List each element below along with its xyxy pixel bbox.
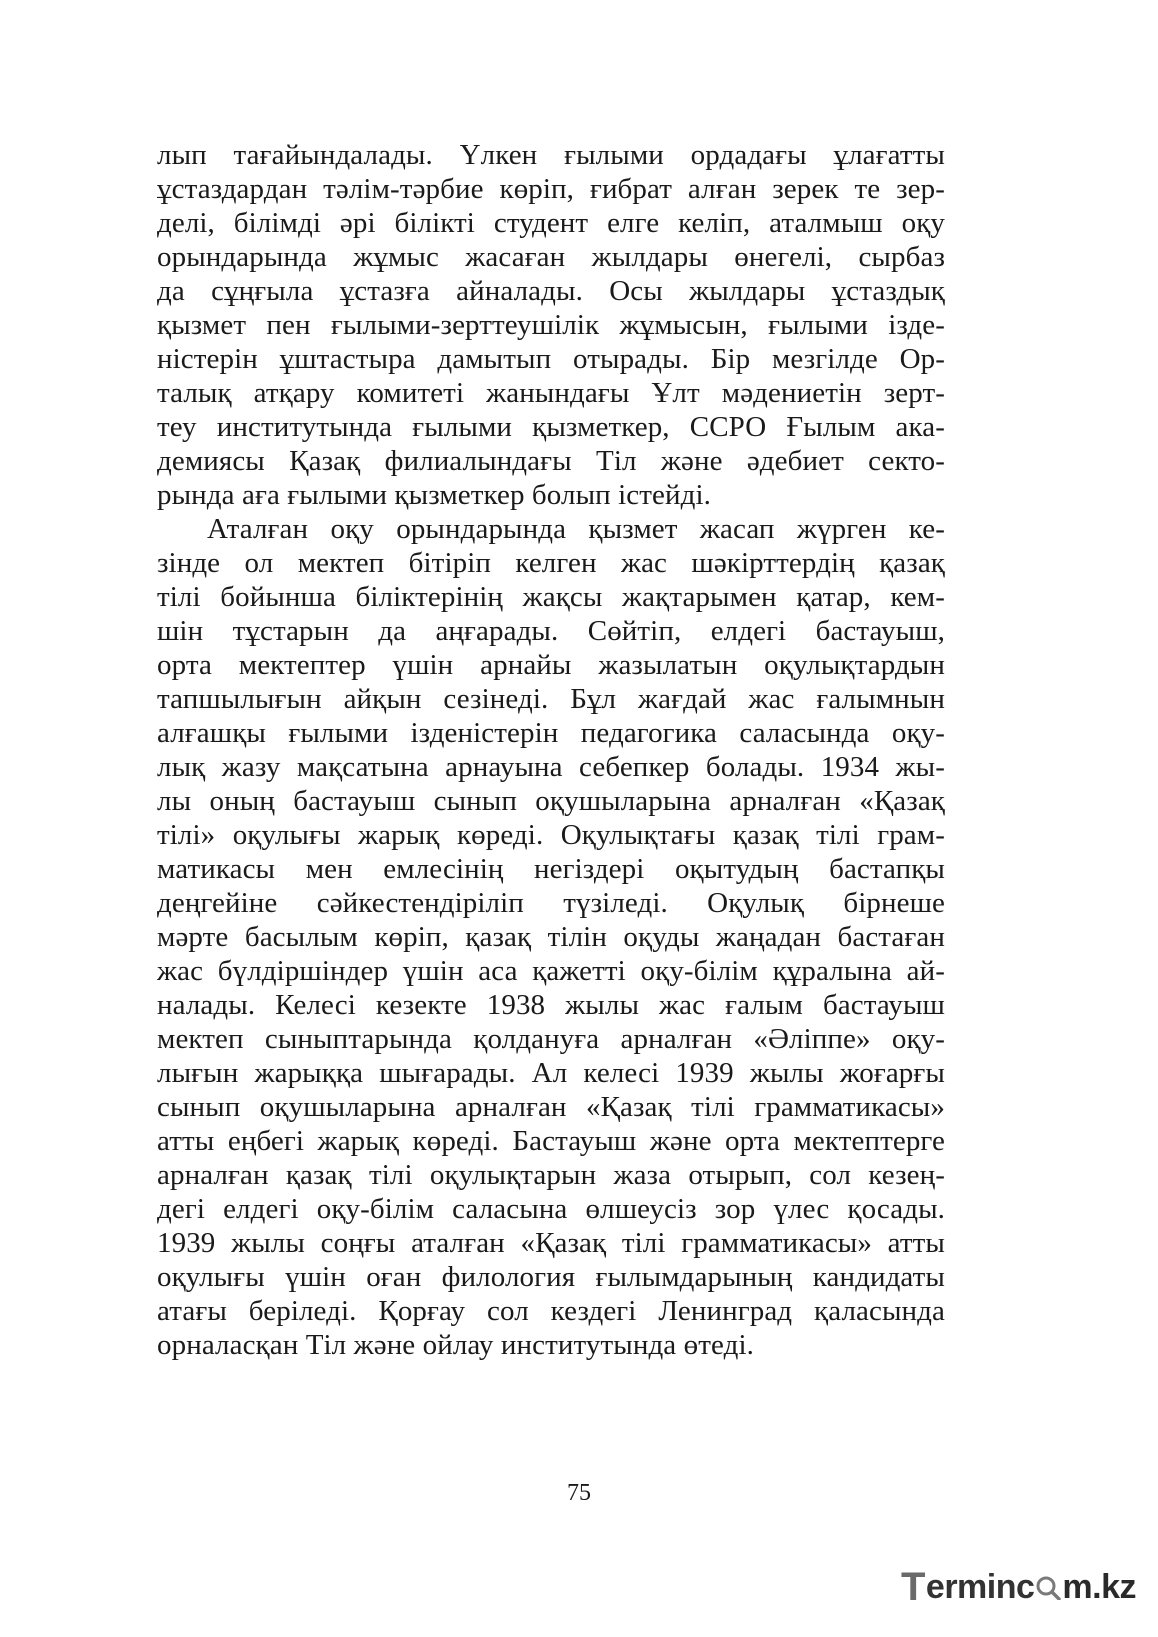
- text-line: орналасқан Тіл және ойлау институтында өтеді.: [157, 1329, 754, 1361]
- text-line: шін тұстарын да аңғарады. Сөйтіп, елдегі бастауыш,: [157, 615, 945, 647]
- page-number: 75: [567, 1480, 591, 1506]
- text-line: ұстаздардан тәлім-тәрбие көріп, ғибрат алған зерек те зер-: [157, 173, 945, 205]
- text-line: тілі» оқулығы жарық көреді. Оқулықтағы қазақ тілі грам-: [157, 819, 945, 851]
- magnifier-icon: [1035, 1574, 1061, 1600]
- text-line: лып тағайындалады. Үлкен ғылыми ордадағы ұлағатты: [157, 139, 945, 171]
- text-line: тілі бойынша біліктерінің жақсы жақтарымен қатар, кем-: [157, 581, 945, 613]
- text-line: 1939 жылы соңғы аталған «Қазақ тілі грамматикасы» атты: [157, 1227, 945, 1259]
- text-line: жас бүлдіршіндер үшін аса қажетті оқу-білім құралына ай-: [157, 955, 945, 987]
- watermark-text: erminc: [925, 1567, 1035, 1606]
- text-line: делі, білімді әрі білікті студент елге келіп, аталмыш оқу: [157, 207, 945, 239]
- page-body: [157, 138, 945, 1362]
- text-line: тапшылығын айқын сезінеді. Бұл жағдай жас ғалымнын: [157, 683, 945, 715]
- text-line: орындарында жұмыс жасаған жылдары өнегелі, сырбаз: [157, 241, 945, 273]
- text-line: талық атқару комитеті жанындағы Ұлт мәдениетін зерт-: [157, 377, 945, 409]
- text-line: да сұңғыла ұстазға айналады. Осы жылдары ұстаздық: [157, 275, 945, 307]
- text-line: ністерін ұштастыра дамытып отырады. Бір мезгілде Ор-: [157, 343, 945, 375]
- text-line: лы оның бастауыш сынып оқушыларына арналған «Қазақ: [157, 785, 945, 817]
- text-line: Аталған оқу орындарында қызмет жасап жүрген ке-: [207, 513, 945, 545]
- text-line: мәрте басылым көріп, қазақ тілін оқуды жаңадан бастаған: [157, 921, 945, 953]
- text-line: теу институтында ғылыми қызметкер, ССРО Ғылым ака-: [157, 411, 945, 443]
- text-line: налады. Келесі кезекте 1938 жылы жас ғалым бастауыш: [157, 989, 945, 1021]
- text-line: рында аға ғылыми қызметкер болып істейді.: [157, 479, 711, 511]
- text-line: орта мектептер үшін арнайы жазылатын оқулықтардын: [157, 649, 945, 681]
- watermark-domain: m.kz: [1062, 1567, 1136, 1606]
- text-line: алғашқы ғылыми ізденістерін педагогика саласында оқу-: [157, 717, 945, 749]
- text-line: лығын жарыққа шығарады. Ал келесі 1939 жылы жоғарғы: [157, 1057, 945, 1089]
- text-line: деңгейіне сәйкестендіріліп түзіледі. Оқулық бірнеше: [157, 887, 945, 919]
- text-line: атты еңбегі жарық көреді. Бастауыш және орта мектептерге: [157, 1125, 945, 1157]
- text-line: лық жазу мақсатына арнауына себепкер болады. 1934 жы-: [157, 751, 945, 783]
- text-line: арналған қазақ тілі оқулықтарын жаза отырып, сол кезең-: [157, 1159, 945, 1191]
- paragraph-1: [157, 138, 945, 512]
- watermark-letter: T: [900, 1564, 925, 1609]
- text-line: дегі елдегі оқу-білім саласына өлшеусіз зор үлес қосады.: [157, 1193, 945, 1225]
- text-line: матикасы мен емлесінің негіздері оқытудың бастапқы: [157, 853, 945, 885]
- text-line: сынып оқушыларына арналған «Қазақ тілі грамматикасы»: [157, 1091, 945, 1123]
- text-line: демиясы Қазақ филиалындағы Тіл және әдебиет секто-: [157, 445, 945, 477]
- text-line: мектеп сыныптарында қолдануға арналған «Әліппе» оқу-: [157, 1023, 945, 1055]
- site-watermark[interactable]: [900, 1564, 1136, 1609]
- text-line: зінде ол мектеп бітіріп келген жас шәкірттердің қазақ: [157, 547, 945, 579]
- text-line: оқулығы үшін оған филология ғылымдарының кандидаты: [157, 1261, 945, 1293]
- paragraph-2: [157, 512, 945, 1362]
- text-line: атағы беріледі. Қорғау сол кездегі Ленинград қаласында: [157, 1295, 945, 1327]
- text-line: қызмет пен ғылыми-зерттеушілік жұмысын, ғылыми ізде-: [157, 309, 945, 341]
